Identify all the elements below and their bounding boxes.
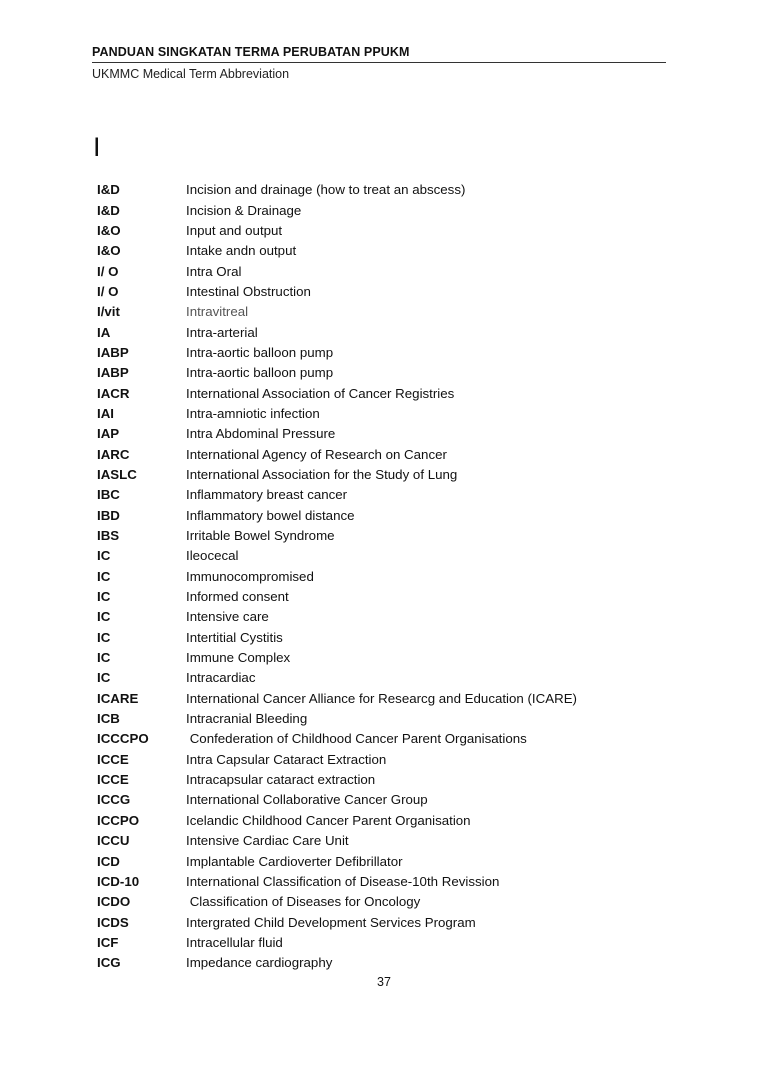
term-row [97, 322, 657, 342]
term-definition: Intracardiac [186, 670, 256, 686]
term-abbreviation: IC [97, 568, 111, 584]
term-row [97, 709, 657, 729]
term-abbreviation: IABP [97, 344, 129, 360]
term-abbreviation: IC [97, 609, 111, 625]
term-definition: International Collaborative Cancer Group [186, 792, 428, 808]
term-row [97, 180, 657, 200]
term-row [97, 729, 657, 749]
term-definition: Inflammatory bowel distance [186, 507, 355, 523]
term-definition: Intra-aortic balloon pump [186, 344, 334, 360]
term-row [97, 383, 657, 403]
term-definition: Input and output [186, 222, 283, 238]
section-heading-letter: I [93, 132, 101, 162]
term-definition: Inflammatory breast cancer [186, 487, 348, 503]
term-row [97, 526, 657, 546]
term-abbreviation: IBS [97, 528, 120, 544]
term-abbreviation: IBC [97, 487, 120, 503]
term-row [97, 851, 657, 871]
term-definition: Incision & Drainage [186, 202, 302, 218]
term-row [97, 648, 657, 668]
term-abbreviation: ICARE [97, 690, 139, 706]
term-abbreviation: ICDO [97, 894, 131, 910]
term-definition: Implantable Cardioverter Defibrillator [186, 853, 403, 869]
term-row [97, 282, 657, 302]
term-row [97, 465, 657, 485]
term-abbreviation: I&D [97, 182, 120, 198]
term-abbreviation: ICCE [97, 772, 129, 788]
term-definition: International Association of Cancer Registries [186, 385, 455, 401]
term-definition: Confederation of Childhood Cancer Parent Organisations [186, 731, 527, 747]
term-definition: Intra-arterial [186, 324, 258, 340]
term-definition: Immunocompromised [186, 568, 314, 584]
term-abbreviation: IAP [97, 426, 120, 442]
term-row [97, 567, 657, 587]
term-abbreviation: IC [97, 670, 111, 686]
term-abbreviation: IC [97, 548, 111, 564]
term-definition: Intra Abdominal Pressure [186, 426, 336, 442]
term-row [97, 628, 657, 648]
term-definition: Intergrated Child Development Services Program [186, 914, 476, 930]
term-definition: Intake andn output [186, 243, 297, 259]
term-definition: Intertitial Cystitis [186, 629, 283, 645]
abbreviation-list [97, 180, 657, 973]
term-abbreviation: IC [97, 629, 111, 645]
term-row [97, 689, 657, 709]
term-row [97, 404, 657, 424]
term-abbreviation: ICF [97, 934, 119, 950]
term-definition: Intravitreal [186, 304, 249, 320]
term-definition: Intra-aortic balloon pump [186, 365, 334, 381]
term-definition: International Cancer Alliance for Researcg and Education (ICARE) [186, 690, 577, 706]
term-row [97, 811, 657, 831]
term-abbreviation: I&O [97, 222, 121, 238]
term-row [97, 892, 657, 912]
term-row [97, 302, 657, 322]
term-row [97, 872, 657, 892]
term-definition: Intensive Cardiac Care Unit [186, 833, 349, 849]
term-abbreviation: ICDS [97, 914, 129, 930]
term-row [97, 933, 657, 953]
term-abbreviation: ICCU [97, 833, 130, 849]
term-row [97, 343, 657, 363]
term-definition: Immune Complex [186, 650, 291, 666]
term-abbreviation: ICD-10 [97, 873, 140, 889]
term-row [97, 444, 657, 464]
term-abbreviation: ICCCPO [97, 731, 149, 747]
term-abbreviation: I/ O [97, 263, 119, 279]
term-row [97, 200, 657, 220]
term-definition: Informed consent [186, 589, 289, 605]
page-number: 37 [377, 975, 391, 989]
term-definition: Intra-amniotic infection [186, 405, 320, 421]
term-abbreviation: ICCPO [97, 812, 140, 828]
term-abbreviation: IACR [97, 385, 130, 401]
term-abbreviation: IAI [97, 405, 114, 421]
term-definition: International Association for the Study of Lung [186, 466, 458, 482]
term-definition: Classification of Diseases for Oncology [186, 894, 421, 910]
term-row [97, 485, 657, 505]
term-definition: Intracellular fluid [186, 934, 283, 950]
term-definition: Irritable Bowel Syndrome [186, 528, 335, 544]
page-header [92, 44, 666, 82]
term-row [97, 750, 657, 770]
term-definition: Intracranial Bleeding [186, 711, 308, 727]
term-definition: Incision and drainage (how to treat an abscess) [186, 182, 466, 198]
term-definition: Intensive care [186, 609, 269, 625]
term-definition: Intra Capsular Cataract Extraction [186, 751, 387, 767]
page-footer [0, 975, 768, 989]
term-abbreviation: IC [97, 589, 111, 605]
term-abbreviation: I/vit [97, 304, 120, 320]
term-row [97, 831, 657, 851]
term-definition: Intracapsular cataract extraction [186, 772, 376, 788]
term-row [97, 790, 657, 810]
term-row [97, 668, 657, 688]
term-row [97, 607, 657, 627]
term-row [97, 506, 657, 526]
term-abbreviation: IA [97, 324, 111, 340]
term-row [97, 953, 657, 973]
term-abbreviation: I&O [97, 243, 121, 259]
term-abbreviation: I&D [97, 202, 120, 218]
term-abbreviation: ICB [97, 711, 120, 727]
term-definition: Intestinal Obstruction [186, 283, 311, 299]
term-row [97, 546, 657, 566]
term-definition: Icelandic Childhood Cancer Parent Organisation [186, 812, 471, 828]
term-abbreviation: IC [97, 650, 111, 666]
header-divider [92, 62, 666, 63]
term-abbreviation: ICG [97, 955, 121, 971]
term-abbreviation: ICCE [97, 751, 129, 767]
term-definition: Ileocecal [186, 548, 239, 564]
term-row [97, 261, 657, 281]
term-row [97, 587, 657, 607]
term-abbreviation: IABP [97, 365, 129, 381]
term-row [97, 221, 657, 241]
term-abbreviation: ICD [97, 853, 120, 869]
term-row [97, 424, 657, 444]
term-row [97, 770, 657, 790]
term-row [97, 241, 657, 261]
term-abbreviation: IBD [97, 507, 120, 523]
document-subtitle: UKMMC Medical Term Abbreviation [92, 67, 290, 81]
term-definition: International Classification of Disease-10th Revission [186, 873, 500, 889]
term-definition: International Agency of Research on Cancer [186, 446, 447, 462]
document-title: PANDUAN SINGKATAN TERMA PERUBATAN PPUKM [92, 45, 410, 59]
term-abbreviation: IASLC [97, 466, 137, 482]
term-abbreviation: I/ O [97, 283, 119, 299]
term-row [97, 363, 657, 383]
term-definition: Intra Oral [186, 263, 242, 279]
term-abbreviation: IARC [97, 446, 130, 462]
term-definition: Impedance cardiography [186, 955, 333, 971]
term-abbreviation: ICCG [97, 792, 131, 808]
term-row [97, 912, 657, 932]
